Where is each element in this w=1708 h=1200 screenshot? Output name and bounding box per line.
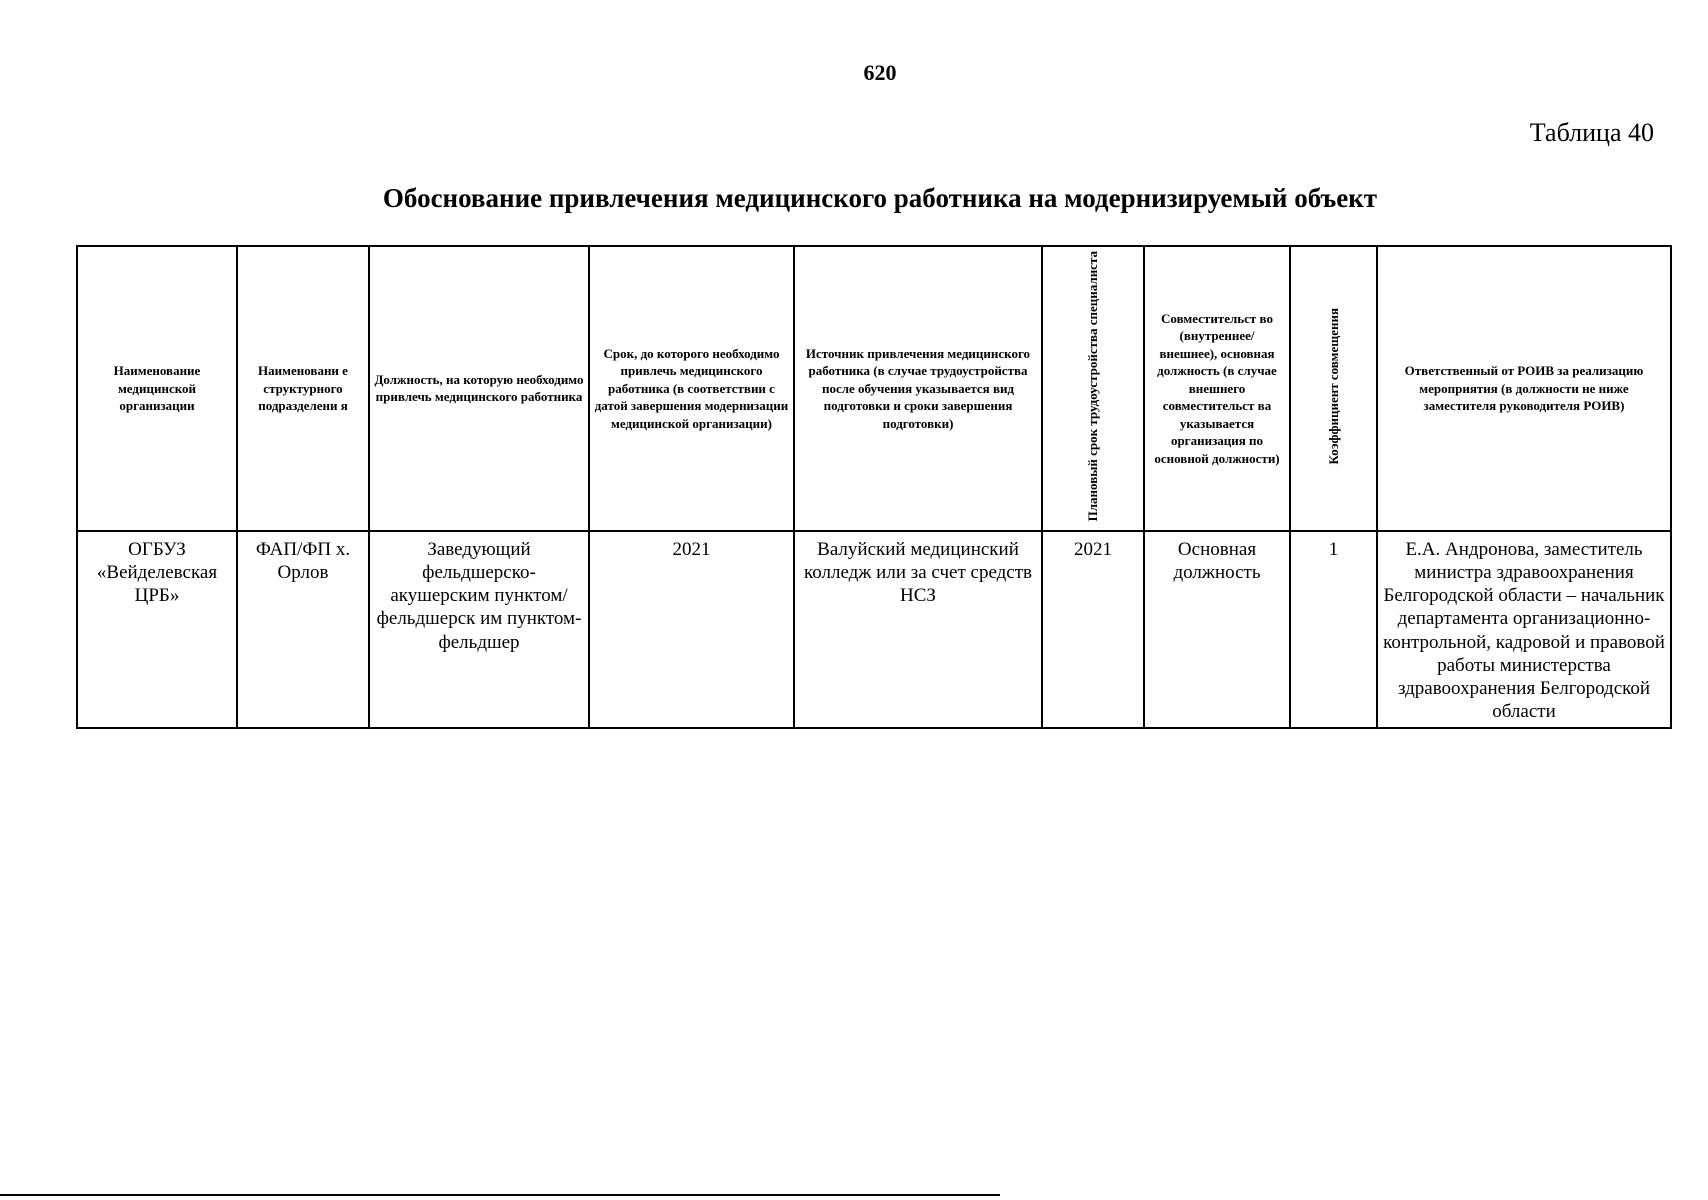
cell-subdivision: ФАП/ФП х. Орлов	[237, 531, 369, 728]
header-row	[77, 246, 1671, 531]
page-number: 620	[863, 60, 897, 85]
header-combination: Совместительст во (внутреннее/ внешнее), основная должность (в случае внешнего совместительст ва указывается организация по основной должности)	[1144, 246, 1290, 531]
cell-deadline: 2021	[589, 531, 794, 728]
cell-responsible: Е.А. Андронова, заместитель министра здравоохранения Белгородской области – начальник департамента организационно-контрольной, кадровой и правовой работы министерства здравоохранения Белгородской области	[1377, 531, 1671, 728]
cell-source: Валуйский медицинский колледж или за счет средств НСЗ	[794, 531, 1042, 728]
table-row	[77, 531, 1671, 728]
table-label: Таблица 40	[1529, 118, 1654, 147]
document-title: Обоснование привлечения медицинского работника на модернизируемый объект	[382, 183, 1378, 213]
cell-combination: Основная должность	[1144, 531, 1290, 728]
cell-position: Заведующий фельдшерско-акушерским пунктом/фельдшерск им пунктом-фельдшер	[369, 531, 589, 728]
header-responsible: Ответственный от РОИВ за реализацию мероприятия (в должности не ниже заместителя руководителя РОИВ)	[1377, 246, 1671, 531]
header-subdivision: Наименовани е структурного подразделени я	[237, 246, 369, 531]
cell-planned-date: 2021	[1042, 531, 1144, 728]
cell-organization: ОГБУЗ «Вейделевская ЦРБ»	[77, 531, 237, 728]
bottom-rule	[0, 1194, 1000, 1196]
header-coefficient	[1290, 246, 1377, 531]
header-deadline: Срок, до которого необходимо привлечь медицинского работника (в соответствии с датой завершения модернизации медицинской организации)	[589, 246, 794, 531]
cell-coefficient: 1	[1290, 531, 1377, 728]
header-source: Источник привлечения медицинского работника (в случае трудоустройства после обучения указывается вид подготовки и сроки завершения подготовки)	[794, 246, 1042, 531]
justification-table	[76, 245, 1672, 729]
header-planned-date-text: Плановый срок трудоустройства специалиста	[1085, 251, 1101, 522]
header-coefficient-text: Коэффициент совмещения	[1325, 307, 1341, 465]
header-planned-date	[1042, 246, 1144, 531]
header-organization: Наименование медицинской организации	[77, 246, 237, 531]
header-position: Должность, на которую необходимо привлечь медицинского работника	[369, 246, 589, 531]
